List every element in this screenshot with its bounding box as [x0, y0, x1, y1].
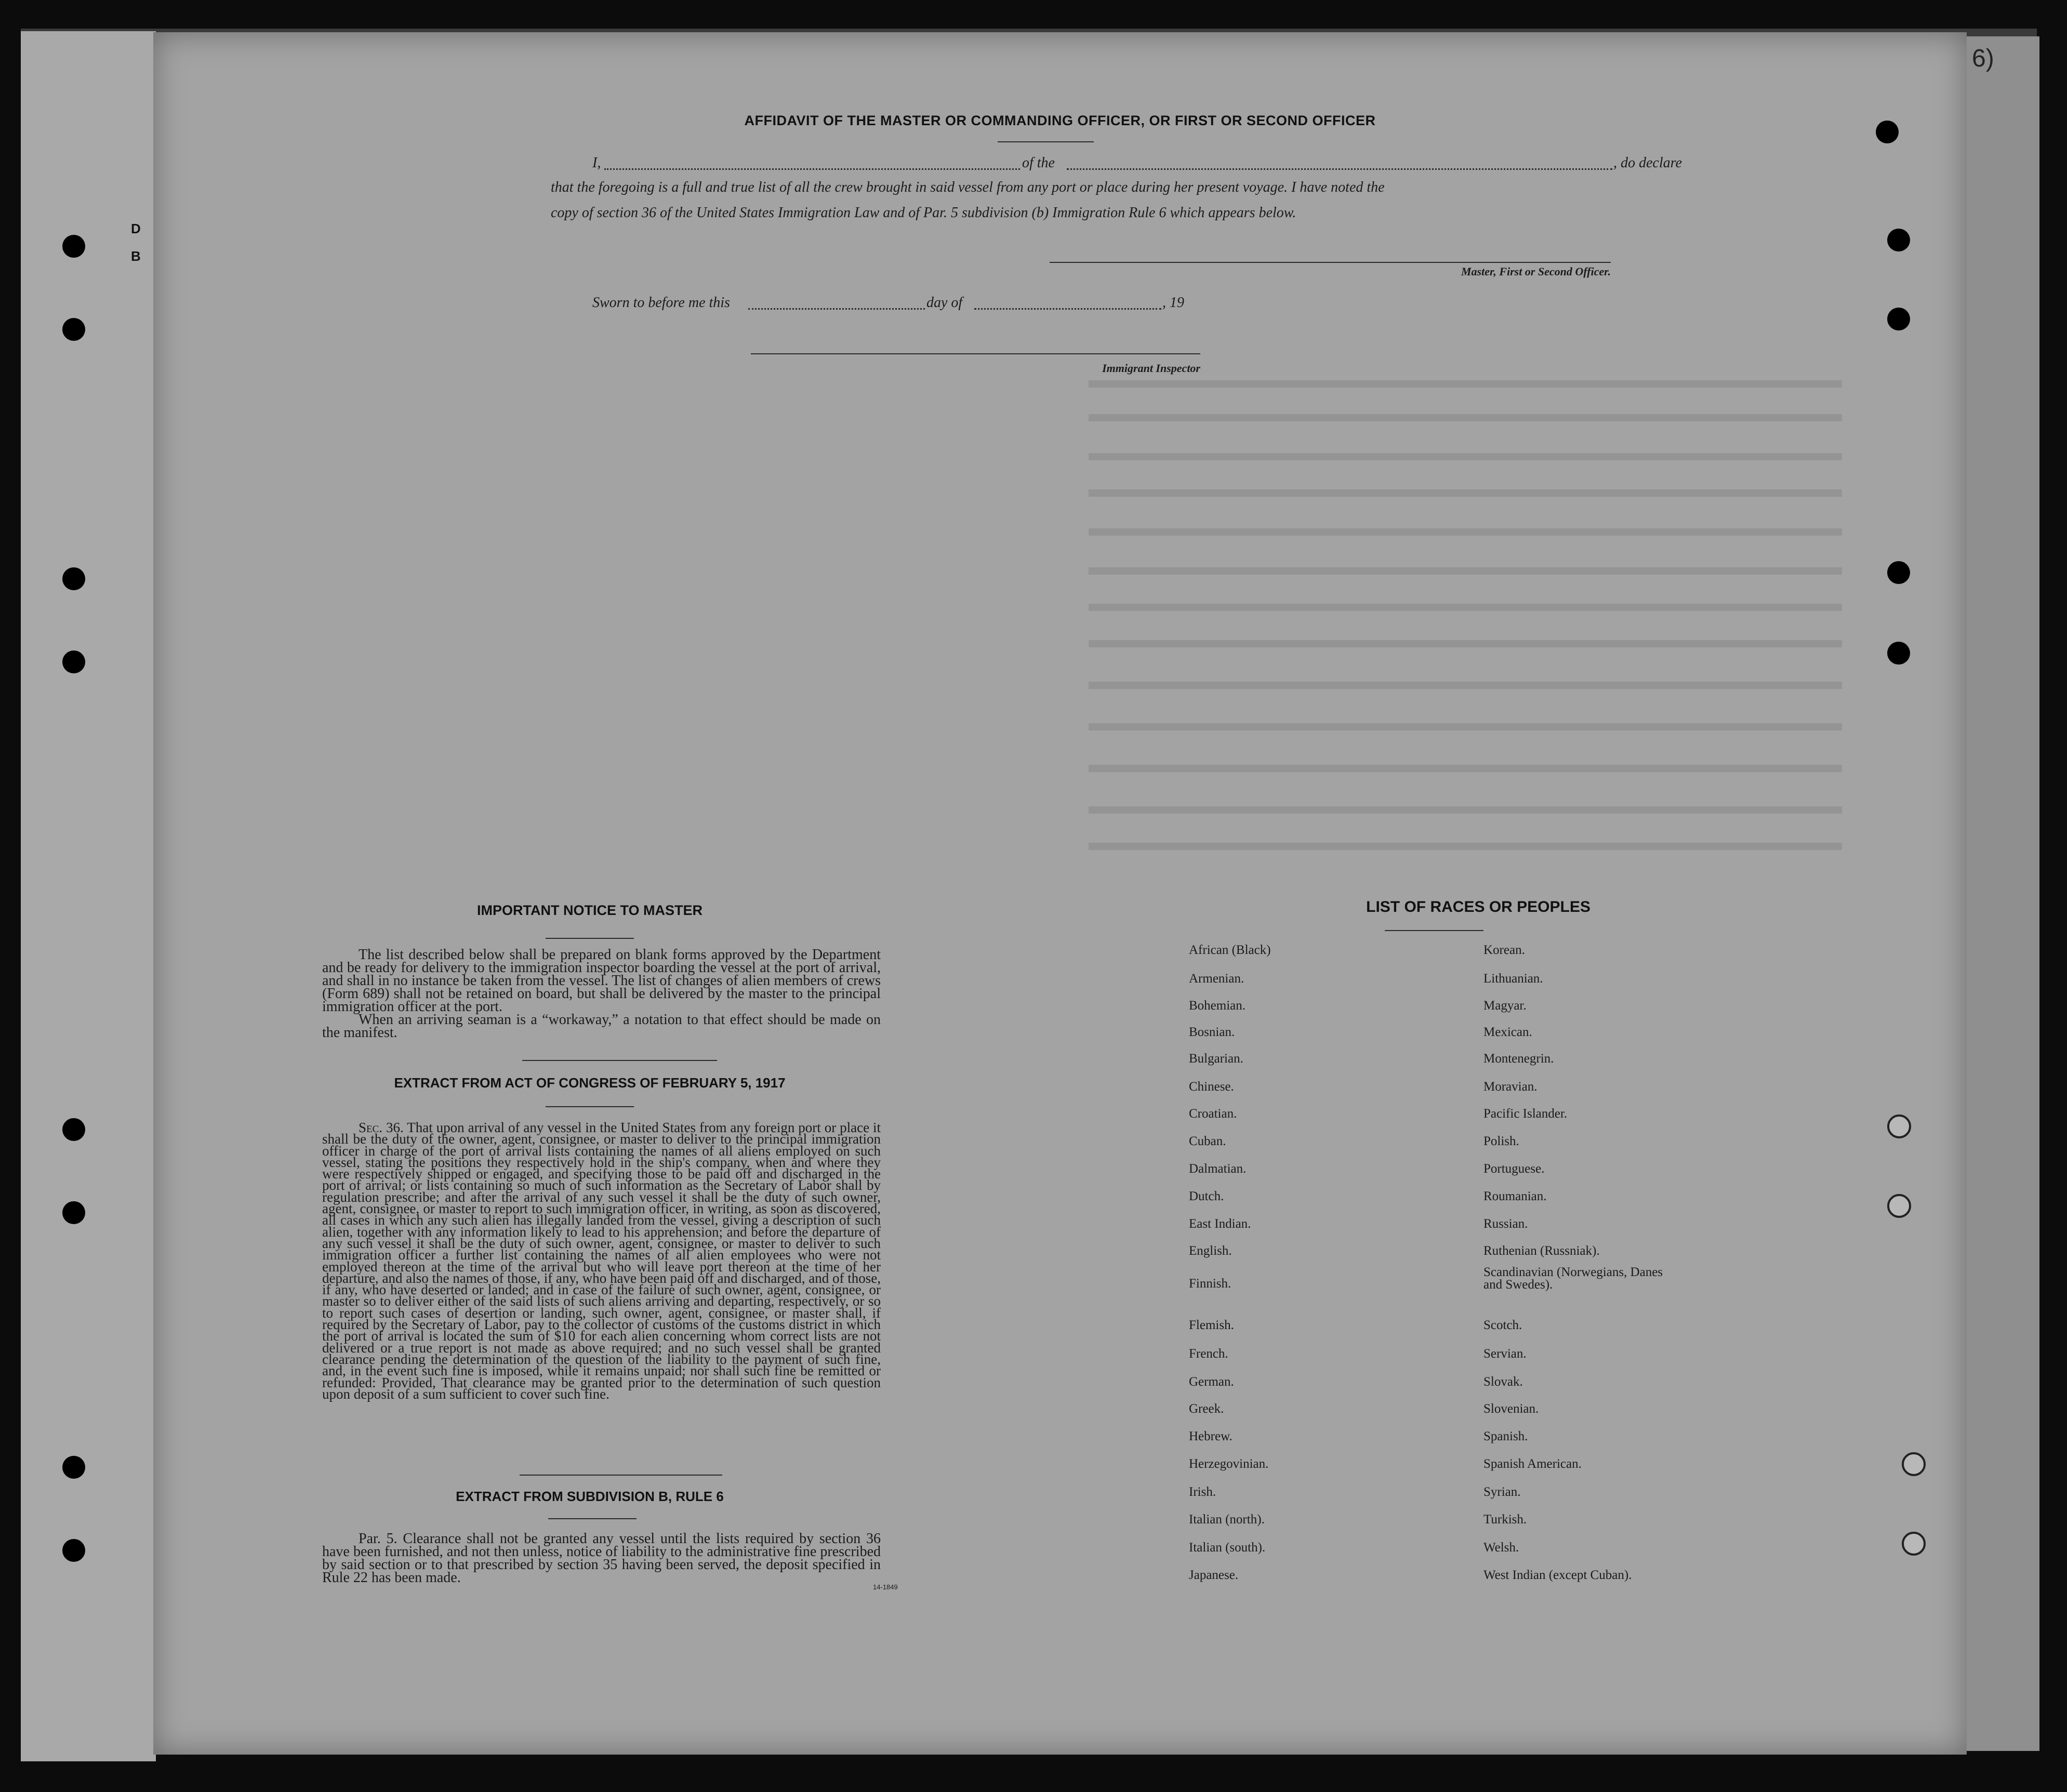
race-item: Russian.	[1483, 1217, 1528, 1231]
scan-right-strip	[1967, 36, 2039, 1751]
race-item: Pacific Islander.	[1483, 1107, 1568, 1121]
margin-letter-d: D	[131, 221, 141, 236]
form-number: 14-1849	[873, 1583, 898, 1591]
race-item: Scandinavian (Norwegians, Danes and Swedes).	[1483, 1265, 1663, 1292]
race-item: Montenegrin.	[1483, 1052, 1554, 1066]
sec-36-label: Sec. 36.	[359, 1120, 404, 1135]
corner-page-number: 6)	[1972, 45, 1994, 72]
race-item: Slovenian.	[1483, 1402, 1539, 1416]
race-item: Dutch.	[1189, 1189, 1224, 1203]
race-item: Syrian.	[1483, 1485, 1521, 1499]
affidavit-line-3: copy of section 36 of the United States Immigration Law and of Par. 5 subdivision (b) Immigration Rule 6 which appears below.	[551, 205, 1296, 221]
race-item: Japanese.	[1189, 1568, 1239, 1582]
race-item: Flemish.	[1189, 1318, 1234, 1332]
race-item: Roumanian.	[1483, 1189, 1547, 1203]
race-item: Ruthenian (Russniak).	[1483, 1244, 1600, 1258]
binder-hole	[62, 651, 85, 673]
officer-signature-label: Master, First or Second Officer.	[1461, 265, 1611, 278]
race-item: Magyar.	[1483, 999, 1527, 1013]
binder-hole	[1887, 308, 1910, 330]
race-item: Chinese.	[1189, 1080, 1234, 1094]
inspector-signature-line[interactable]	[751, 353, 1200, 354]
race-item: Lithuanian.	[1483, 972, 1543, 986]
sworn-year-label: , 19	[1162, 295, 1184, 311]
binder-hole	[62, 1118, 85, 1141]
binder-hole	[62, 1539, 85, 1562]
binder-hole	[1887, 1194, 1911, 1218]
act-extract-text	[322, 1122, 881, 1400]
affidavit-i-label: I,	[592, 155, 601, 171]
notice-paragraph-1: The list described below shall be prepared on blank forms approved by the Department and be ready for delivery to the immigration inspector boarding the vessel at the port of arrival, and shall in no instance be taken from the vessel. The list of changes of alien members of crews (Form 689) shall not be retained on board, but shall be delivered by the master to the principal immigration officer at the port.	[322, 947, 881, 1015]
rule-extract-text: Par. 5. Clearance shall not be granted any vessel until the lists required by section 36 have been furnished, and not then unless, notice of liability to the administrative fine prescribed by said section or to that prescribed by section 35 having been served, the deposit specified in Rule 22 has been made.	[322, 1531, 881, 1586]
sworn-day-field[interactable]	[748, 308, 925, 310]
scan-left-edge	[21, 31, 156, 1761]
race-item: Croatian.	[1189, 1107, 1237, 1121]
notice-title: IMPORTANT NOTICE TO MASTER	[477, 902, 703, 918]
inspector-label: Immigrant Inspector	[1102, 362, 1200, 375]
notice-paragraph-2: When an arriving seaman is a “workaway,” a notation to that effect should be made on the manifest.	[322, 1012, 881, 1041]
document-sheet	[153, 32, 1967, 1755]
race-item: Spanish.	[1483, 1429, 1528, 1443]
race-item: Greek.	[1189, 1402, 1224, 1416]
race-item: Polish.	[1483, 1134, 1519, 1148]
binder-hole	[1887, 229, 1910, 251]
race-item: Welsh.	[1483, 1541, 1519, 1555]
race-item: Dalmatian.	[1189, 1162, 1247, 1176]
race-item: German.	[1189, 1375, 1234, 1389]
sec-36-body: That upon arrival of any vessel in the United States from any foreign port or place it shall be the duty of the owner, agent, consignee, or master to deliver to the principal immigration officer in charge of the port of arrival lists containing the names of all aliens employed on such vessel, stating the positions they respectively hold in the ship's company, when and where they were respectively shipped or engaged, and specifying those to be paid off and discharged in the port of arrival; or lists containing so much of such information as the Secretary of Labor shall by regulation prescribe; and after the arrival of any such vessel it shall be the duty of such owner, agent, consignee, or master to report to such immigration officer, in writing, as soon as discovered, all cases in which any such alien has illegally landed from the vessel, giving a description of such alien, together with any information likely to lead to his apprehension; and before the departure of any such vessel it shall be the duty of such owner, agent, consignee, or master to deliver to such immigration officer a further list containing the names of all alien employees who were not employed thereon at the time of the arrival but who will leave port thereon at the time of her departure, and also the names of those, if any, who have been paid off and discharged, and of those, if any, who have deserted or landed; and in case of the failure of such owner, agent, consignee, or master so to deliver either of the said lists of such aliens arriving and departing, respectively, or so to report such cases of desertion or landing, such owner, agent, consignee, or master shall, if required by the Secretary of Labor, pay to the collector of customs of the customs district in which the port of arrival is located the sum of $10 for each alien concerning whom correct lists are not delivered or a true report is not made as above required; and no such vessel shall be granted clearance pending the determination of the question of the liability to the payment of such fine, and, in the event such fine is imposed, while it remains unpaid; nor shall such fine be remitted or refunded: Provided, That clearance may be granted prior to the determination of such question upon deposit of a sum sufficient to cover such fine.	[322, 1120, 881, 1402]
affidavit-of-the-label: of the	[1022, 155, 1055, 171]
officer-signature-line[interactable]	[1050, 262, 1611, 263]
affidavit-title: AFFIDAVIT OF THE MASTER OR COMMANDING OFFICER, OR FIRST OR SECOND OFFICER	[744, 113, 1376, 128]
binder-hole	[62, 235, 85, 258]
race-item: Herzegovinian.	[1189, 1457, 1269, 1471]
race-item: Italian (south).	[1189, 1541, 1266, 1555]
race-item: East Indian.	[1189, 1217, 1251, 1231]
race-item: Turkish.	[1483, 1512, 1527, 1526]
race-item: Moravian.	[1483, 1080, 1538, 1094]
vessel-name-field[interactable]	[1067, 168, 1612, 170]
race-item: Cuban.	[1189, 1134, 1226, 1148]
binder-hole	[1887, 561, 1910, 584]
race-item: Korean.	[1483, 943, 1525, 957]
binder-hole	[1876, 121, 1899, 143]
race-item: Bosnian.	[1189, 1025, 1235, 1039]
sworn-day-of-label: day of	[926, 295, 963, 311]
race-item: English.	[1189, 1244, 1232, 1258]
sworn-label: Sworn to before me this	[592, 295, 730, 311]
act-extract-title: EXTRACT FROM ACT OF CONGRESS OF FEBRUARY 5, 1917	[394, 1075, 786, 1091]
binder-hole	[62, 1456, 85, 1479]
margin-letter-b: B	[131, 248, 141, 264]
declarant-name-field[interactable]	[604, 168, 1020, 170]
race-item: Bohemian.	[1189, 999, 1246, 1013]
race-item: Portuguese.	[1483, 1162, 1545, 1176]
race-item: Bulgarian.	[1189, 1052, 1243, 1066]
race-item: Scotch.	[1483, 1318, 1522, 1332]
race-item: West Indian (except Cuban).	[1483, 1568, 1632, 1582]
race-item: Finnish.	[1189, 1277, 1231, 1291]
affidavit-line-2: that the foregoing is a full and true list of all the crew brought in said vessel from any port or place during her present voyage. I have noted the	[551, 179, 1385, 195]
race-item: African (Black)	[1189, 943, 1271, 957]
race-item: Servian.	[1483, 1347, 1527, 1361]
race-item: Irish.	[1189, 1485, 1216, 1499]
race-item: Italian (north).	[1189, 1512, 1265, 1526]
race-item: Slovak.	[1483, 1375, 1523, 1389]
binder-hole	[62, 318, 85, 341]
races-title: LIST OF RACES OR PEOPLES	[1366, 898, 1591, 915]
rule-extract-title: EXTRACT FROM SUBDIVISION B, RULE 6	[456, 1489, 724, 1504]
race-item: Spanish American.	[1483, 1457, 1582, 1471]
sworn-month-field[interactable]	[974, 308, 1161, 310]
race-item: Hebrew.	[1189, 1429, 1233, 1443]
affidavit-declare-label: , do declare	[1613, 155, 1682, 171]
binder-hole	[62, 567, 85, 590]
race-item: Mexican.	[1483, 1025, 1532, 1039]
race-item: Armenian.	[1189, 972, 1244, 986]
binder-hole	[1902, 1452, 1926, 1476]
binder-hole	[1887, 642, 1910, 665]
binder-hole	[1887, 1114, 1911, 1138]
binder-hole	[1902, 1532, 1926, 1556]
binder-hole	[62, 1201, 85, 1224]
race-item: French.	[1189, 1347, 1228, 1361]
